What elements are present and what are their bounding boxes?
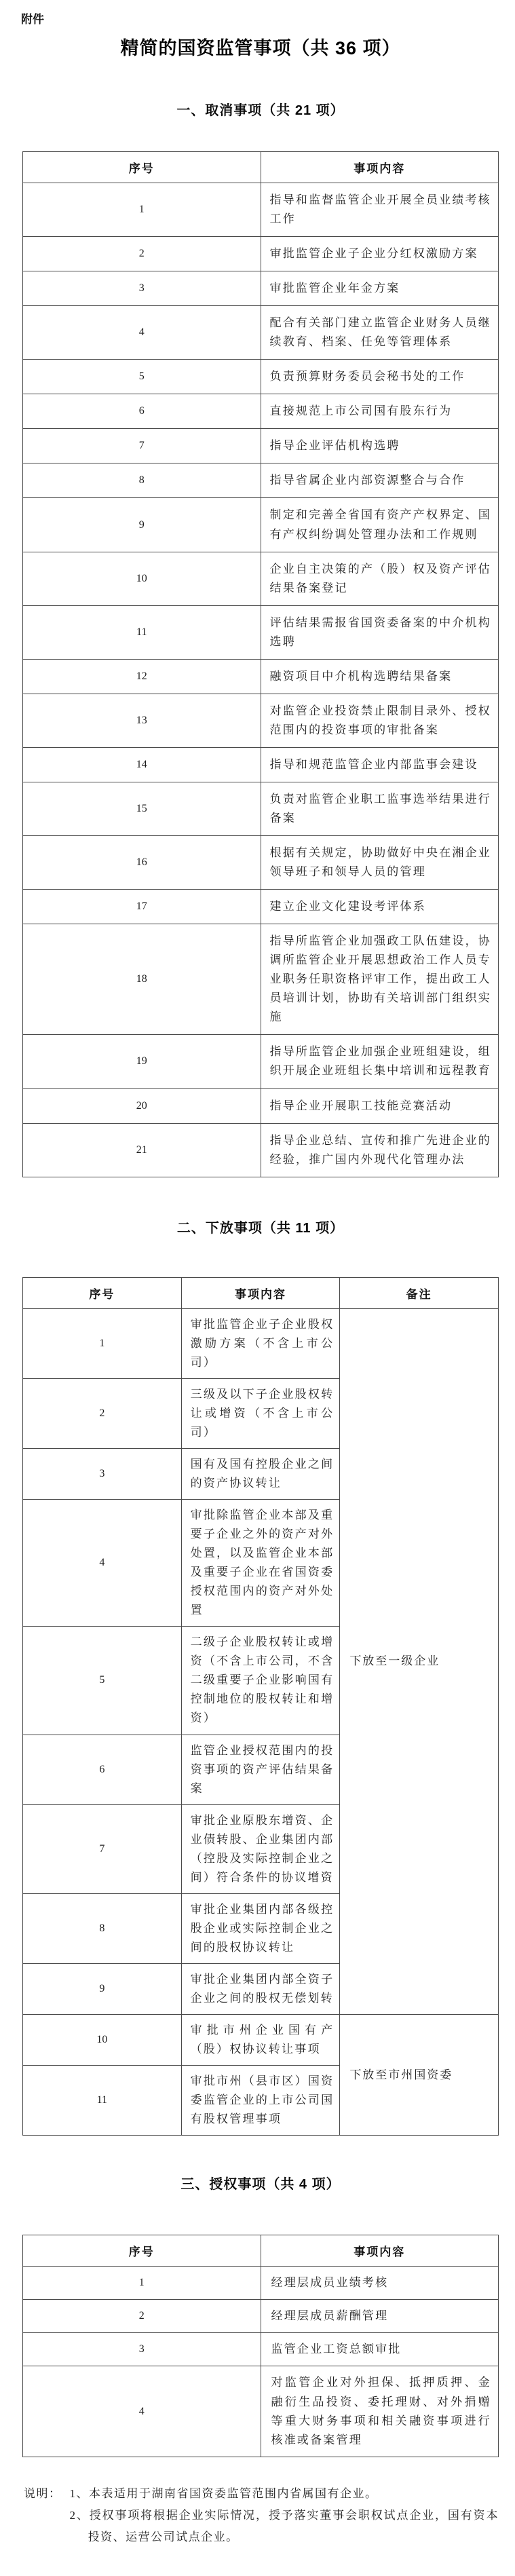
- row-content-cell: 对监管企业对外担保、抵押质押、金融衍生品投资、委托理财、对外捐赠等重大财务事项和相关融资事项进行核准或备案管理: [261, 2366, 499, 2457]
- table-row: [23, 1035, 499, 1088]
- row-number-cell: 10: [23, 552, 261, 605]
- table-row: [23, 183, 499, 237]
- table-header: [23, 1277, 499, 1308]
- authorized-matters-table: [22, 2235, 499, 2457]
- attachment-label: 附件: [21, 13, 44, 26]
- column-header: 事项内容: [181, 1277, 340, 1308]
- row-content-cell: 指导省属企业内部资源整合与合作: [261, 463, 499, 498]
- row-content-cell: 建立企业文化建设考评体系: [261, 890, 499, 924]
- row-number-cell: 10: [23, 2015, 182, 2066]
- row-content-cell: 经理层成员业绩考核: [261, 2267, 499, 2300]
- row-number-cell: 1: [23, 1308, 182, 1378]
- table-row: [23, 1123, 499, 1177]
- row-number-cell: 17: [23, 890, 261, 924]
- table-row: [23, 271, 499, 306]
- table-row: [23, 836, 499, 890]
- table-row: [23, 1308, 499, 1378]
- row-number-cell: 1: [23, 2267, 261, 2300]
- table-row: [23, 924, 499, 1035]
- section-authorized-matters: [22, 2173, 499, 2457]
- notes-label: 说明：: [24, 2486, 62, 2500]
- row-content-cell: 负责预算财务委员会秘书处的工作: [261, 360, 499, 394]
- table-row: [23, 2015, 499, 2066]
- table-row: [23, 394, 499, 429]
- row-number-cell: 6: [23, 394, 261, 429]
- table-row: [23, 237, 499, 271]
- row-number-cell: 13: [23, 694, 261, 747]
- header-row: [23, 1277, 499, 1308]
- row-number-cell: 3: [23, 1448, 182, 1499]
- row-content-cell: 审批市州企业国有产（股）权协议转让事项: [181, 2015, 340, 2066]
- notes: [22, 2483, 499, 2549]
- row-number-cell: 7: [23, 429, 261, 463]
- column-header: 事项内容: [261, 2235, 499, 2267]
- row-number-cell: 11: [23, 2066, 182, 2136]
- row-content-cell: 审批监管企业子企业分红权激励方案: [261, 237, 499, 271]
- table-row: [23, 2366, 499, 2457]
- row-content-cell: 指导所监管企业加强政工队伍建设，协调所监管企业开展思想政治工作人员专业职务任职资格评审工作，提出政工人员培训计划，协助有关培训部门组织实施: [261, 924, 499, 1035]
- row-number-cell: 19: [23, 1035, 261, 1088]
- row-content-cell: 审批企业原股东增资、企业债转股、企业集团内部（控股及实际控制企业之间）符合条件的协议增资: [181, 1804, 340, 1893]
- section-heading: 二、下放事项（共 11 项）: [176, 1220, 345, 1236]
- column-header: 序号: [23, 2235, 261, 2267]
- row-content-cell: 审批企业集团内部各级控股企业或实际控制企业之间的股权协议转让: [181, 1893, 340, 1963]
- section-heading: 一、取消事项（共 21 项）: [176, 103, 345, 118]
- row-content-cell: 监管企业授权范围内的投资事项的资产评估结果备案: [181, 1735, 340, 1804]
- cancelled-matters-table: [22, 151, 499, 1177]
- note-item: 1、本表适用于湖南省国资委监管范围内省属国有企业。: [69, 2486, 378, 2500]
- row-number-cell: 3: [23, 2333, 261, 2366]
- table-row: [23, 605, 499, 659]
- notes-body: [70, 2483, 499, 2549]
- row-number-cell: 15: [23, 782, 261, 835]
- row-content-cell: 指导所监管企业加强企业班组建设，组织开展企业班组长集中培训和远程教育: [261, 1035, 499, 1088]
- table-header: [23, 152, 499, 183]
- row-number-cell: 5: [23, 1627, 182, 1735]
- table-row: [23, 1088, 499, 1123]
- table-row: [23, 2267, 499, 2300]
- column-header: 备注: [340, 1277, 499, 1308]
- row-content-cell: 根据有关规定，协助做好中央在湘企业领导班子和领导人员的管理: [261, 836, 499, 890]
- row-content-cell: 对监管企业投资禁止限制目录外、授权范围内的投资事项的审批备案: [261, 694, 499, 747]
- table-row: [23, 498, 499, 552]
- row-content-cell: 审批除监管企业本部及重要子企业之外的资产对外处置，以及监管企业本部及重要子企业在省国资委授权范围内的资产对外处置: [181, 1500, 340, 1627]
- table-row: [23, 782, 499, 835]
- note-item: 2、授权事项将根据企业实际情况，授予落实董事会职权试点企业，国有资本投资、运营公司试点企业。: [69, 2508, 499, 2544]
- row-content-cell: 制定和完善全省国有资产产权界定、国有产权纠纷调处管理办法和工作规则: [261, 498, 499, 552]
- row-number-cell: 4: [23, 1500, 182, 1627]
- table-row: [23, 360, 499, 394]
- row-number-cell: 16: [23, 836, 261, 890]
- row-number-cell: 21: [23, 1123, 261, 1177]
- row-number-cell: 4: [23, 306, 261, 360]
- row-content-cell: 指导和规范监管企业内部监事会建设: [261, 747, 499, 782]
- column-header: 事项内容: [261, 152, 499, 183]
- section-cancelled-matters: [22, 99, 499, 1177]
- row-content-cell: 经理层成员薪酬管理: [261, 2300, 499, 2333]
- row-content-cell: 审批监管企业年金方案: [261, 271, 499, 306]
- row-number-cell: 6: [23, 1735, 182, 1804]
- remark-cell: 下放至一级企业: [340, 1308, 499, 2014]
- row-content-cell: 指导企业开展职工技能竞赛活动: [261, 1088, 499, 1123]
- row-number-cell: 5: [23, 360, 261, 394]
- column-header: 序号: [23, 1277, 182, 1308]
- row-content-cell: 审批市州（县市区）国资委监管企业的上市公司国有股权管理事项: [181, 2066, 340, 2136]
- row-content-cell: 配合有关部门建立监管企业财务人员继续教育、档案、任免等管理体系: [261, 306, 499, 360]
- row-content-cell: 审批监管企业子企业股权激励方案（不含上市公司）: [181, 1308, 340, 1378]
- row-number-cell: 14: [23, 747, 261, 782]
- row-number-cell: 4: [23, 2366, 261, 2457]
- row-content-cell: 国有及国有控股企业之间的资产协议转让: [181, 1448, 340, 1499]
- row-content-cell: 企业自主决策的产（股）权及资产评估结果备案登记: [261, 552, 499, 605]
- row-number-cell: 2: [23, 2300, 261, 2333]
- row-number-cell: 9: [23, 498, 261, 552]
- row-content-cell: 直接规范上市公司国有股东行为: [261, 394, 499, 429]
- row-number-cell: 12: [23, 659, 261, 694]
- row-content-cell: 三级及以下子企业股权转让或增资（不含上市公司）: [181, 1378, 340, 1448]
- table-row: [23, 306, 499, 360]
- delegated-matters-table: [22, 1277, 499, 2136]
- row-number-cell: 8: [23, 1893, 182, 1963]
- row-number-cell: 18: [23, 924, 261, 1035]
- table-header: [23, 2235, 499, 2267]
- table-row: [23, 552, 499, 605]
- table-row: [23, 429, 499, 463]
- section-delegated-matters: [22, 1217, 499, 2136]
- row-number-cell: 2: [23, 1378, 182, 1448]
- row-content-cell: 指导和监督监管企业开展全员业绩考核工作: [261, 183, 499, 237]
- row-content-cell: 融资项目中介机构选聘结果备案: [261, 659, 499, 694]
- table-row: [23, 747, 499, 782]
- row-content-cell: 指导企业总结、宣传和推广先进企业的经验，推广国内外现代化管理办法: [261, 1123, 499, 1177]
- table-row: [23, 694, 499, 747]
- section-heading: 三、授权事项（共 4 项）: [180, 2177, 341, 2193]
- row-number-cell: 11: [23, 605, 261, 659]
- table-row: [23, 659, 499, 694]
- row-number-cell: 9: [23, 1964, 182, 2015]
- row-number-cell: 2: [23, 237, 261, 271]
- row-content-cell: 指导企业评估机构选聘: [261, 429, 499, 463]
- table-row: [23, 2300, 499, 2333]
- row-content-cell: 负责对监管企业职工监事选举结果进行备案: [261, 782, 499, 835]
- column-header: 序号: [23, 152, 261, 183]
- table-row: [23, 463, 499, 498]
- remark-cell: 下放至市州国资委: [340, 2015, 499, 2136]
- row-number-cell: 20: [23, 1088, 261, 1123]
- document-title: 精简的国资监管事项（共 36 项）: [120, 38, 401, 58]
- table-row: [23, 2333, 499, 2366]
- row-content-cell: 审批企业集团内部全资子企业之间的股权无偿划转: [181, 1964, 340, 2015]
- row-number-cell: 7: [23, 1804, 182, 1893]
- header-row: [23, 152, 499, 183]
- row-content-cell: 评估结果需报省国资委备案的中介机构选聘: [261, 605, 499, 659]
- row-number-cell: 1: [23, 183, 261, 237]
- table-row: [23, 890, 499, 924]
- row-content-cell: 监管企业工资总额审批: [261, 2333, 499, 2366]
- row-number-cell: 3: [23, 271, 261, 306]
- header-row: [23, 2235, 499, 2267]
- row-content-cell: 二级子企业股权转让或增资（不含上市公司，不含二级重要子企业影响国有控制地位的股权转让和增资）: [181, 1627, 340, 1735]
- row-number-cell: 8: [23, 463, 261, 498]
